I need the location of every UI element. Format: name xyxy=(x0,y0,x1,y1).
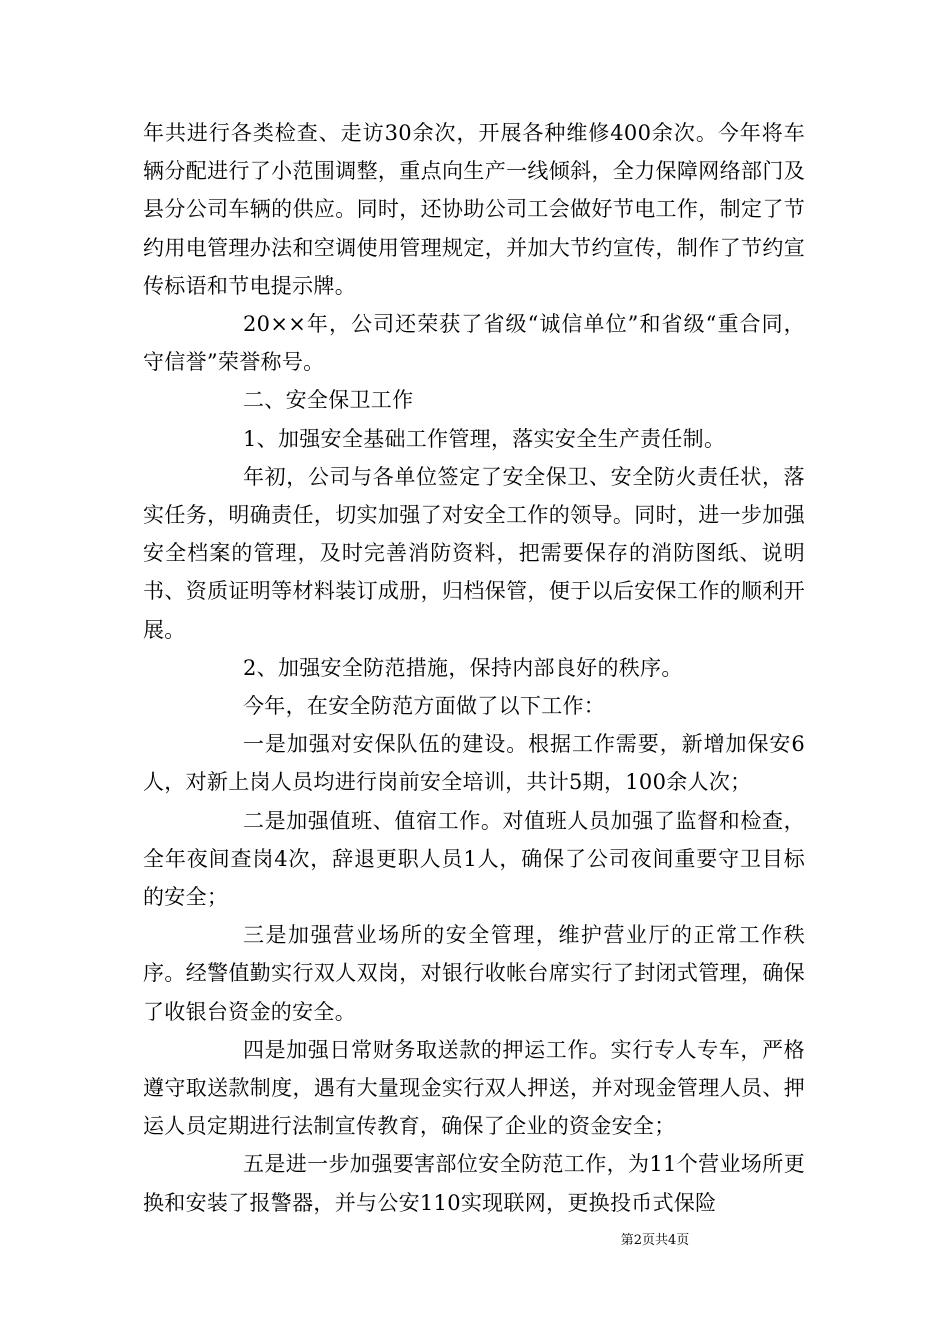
page-footer xyxy=(0,1232,950,1250)
paragraph-7: 今年，在安全防范方面做了以下工作： xyxy=(243,694,606,719)
subheading-1: 1、加强安全基础工作管理，落实安全生产责任制。 xyxy=(243,426,726,451)
paragraph-5: 年初，公司与各单位签定了安全保卫、安全防火责任状，落实任务，明确责任，切实加强了对安全工作的领导。同时，进一步加强安全档案的管理，及时完善消防资料，把需要保存的消防图纸、说明书、资质证明等材料装订成册，归档保管，便于以后安保工作的顺利开展。 xyxy=(143,464,805,642)
document-body xyxy=(143,114,805,1222)
page-number: 第2页共4页 xyxy=(620,1233,690,1248)
list-item-1: 一是加强对安保队伍的建设。根据工作需要，新增加保安6人，对新上岗人员均进行岗前安全培训，共计5期，100余人次； xyxy=(143,732,805,795)
paragraph-1: 年共进行各类检查、走访30余次，开展各种维修400余次。今年将车辆分配进行了小范围调整，重点向生产一线倾斜，全力保障网络部门及县分公司车辆的供应。同时，还协助公司工会做好节电工作，制定了节约用电管理办法和空调使用管理规定，并加大节约宣传，制作了节约宣传标语和节电提示牌。 xyxy=(143,121,805,298)
list-item-2: 二是加强值班、值宿工作。对值班人员加强了监督和检查，全年夜间查岗4次，辞退更职人员1人，确保了公司夜间重要守卫目标的安全； xyxy=(143,808,805,910)
section-heading: 二、安全保卫工作 xyxy=(243,388,414,413)
paragraph-2: 20××年，公司还荣获了省级“诚信单位”和省级“重合同，守信誉”荣誉称号。 xyxy=(143,312,805,375)
subheading-2: 2、加强安全防范措施，保持内部良好的秩序。 xyxy=(243,655,683,680)
list-item-4: 四是加强日常财务取送款的押运工作。实行专人专车，严格遵守取送款制度，遇有大量现金实行双人押送，并对现金管理人员、押运人员定期进行法制宣传教育，确保了企业的资金安全； xyxy=(143,1037,805,1139)
list-item-5: 五是进一步加强要害部位安全防范工作，为11个营业场所更换和安装了报警器，并与公安110实现联网，更换投币式保险 xyxy=(143,1152,805,1215)
list-item-3: 三是加强营业场所的安全管理，维护营业厅的正常工作秩序。经警值勤实行双人双岗，对银行收帐台席实行了封闭式管理，确保了收银台资金的安全。 xyxy=(143,923,805,1024)
